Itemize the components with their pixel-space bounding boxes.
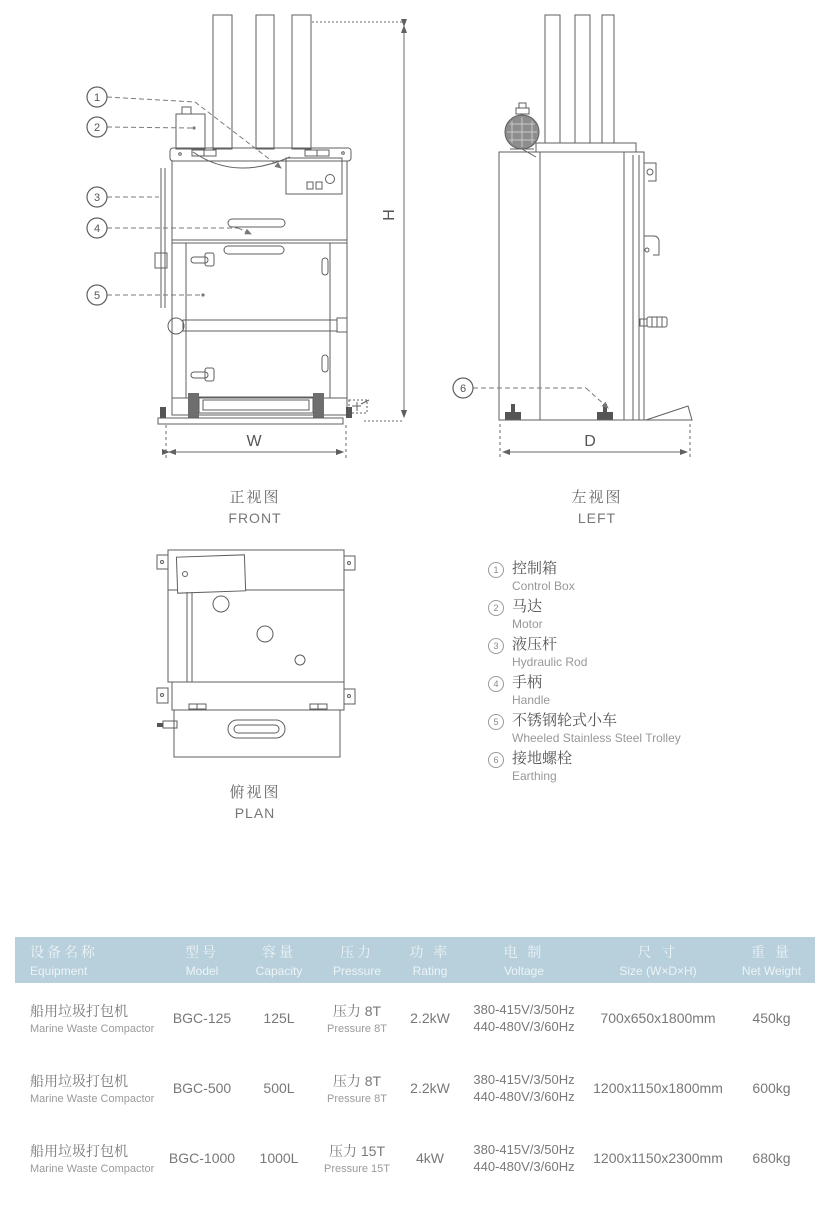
legend-zh: 液压杆 bbox=[512, 636, 558, 653]
weight-cell: 450kg bbox=[752, 1010, 791, 1026]
legend-item-control-box bbox=[488, 560, 681, 593]
hydraulic-rods-front bbox=[213, 15, 311, 149]
legend-zh: 控制箱 bbox=[512, 560, 558, 577]
legend-zh: 手柄 bbox=[512, 674, 543, 691]
col-pressure: 压力 Pressure bbox=[332, 944, 382, 978]
side-rail bbox=[633, 155, 667, 420]
size-cell: 1200x1150x2300mm bbox=[593, 1150, 723, 1166]
plan-view-label bbox=[170, 781, 340, 821]
callout-2: 2 bbox=[93, 122, 101, 134]
control-box-front bbox=[286, 158, 342, 194]
model-cell: BGC-125 bbox=[172, 1010, 232, 1026]
dimension-width bbox=[166, 425, 346, 458]
legend-en: Control Box bbox=[512, 579, 575, 593]
equipment-cell: 船用垃圾打包机 Marine Waste Compactor bbox=[30, 1073, 155, 1105]
pressure-cell: 压力 15T Pressure 15T bbox=[323, 1143, 391, 1175]
table-row-bgc-1000 bbox=[15, 1123, 815, 1193]
col-rating: 功 率 Rating bbox=[409, 944, 451, 978]
voltage-cell: 380-415V/3/50Hz 440-480V/3/60Hz bbox=[473, 1142, 575, 1174]
callout-5: 5 bbox=[93, 290, 101, 302]
front-view-label-en: FRONT bbox=[228, 510, 282, 526]
front-view bbox=[155, 15, 369, 424]
cable-curve bbox=[193, 152, 290, 168]
col-voltage: 电 制 Voltage bbox=[503, 944, 545, 978]
weight-cell: 680kg bbox=[752, 1150, 791, 1166]
left-view-label bbox=[512, 486, 682, 526]
equipment-cell: 船用垃圾打包机 Marine Waste Compactor bbox=[30, 1143, 155, 1175]
callout-4: 4 bbox=[93, 223, 101, 235]
callout-3: 3 bbox=[93, 192, 101, 204]
trolley-front bbox=[188, 393, 324, 418]
table-row-bgc-500 bbox=[15, 1053, 815, 1123]
rating-cell: 4kW bbox=[416, 1150, 444, 1166]
legend-number-6: 6 bbox=[488, 752, 504, 768]
control-box-plan bbox=[176, 555, 245, 593]
size-cell: 700x650x1800mm bbox=[600, 1010, 716, 1026]
dimension-depth bbox=[500, 424, 690, 458]
plan-view-label-en: PLAN bbox=[234, 805, 276, 821]
legend-item-trolley bbox=[488, 712, 681, 745]
rating-cell: 2.2kW bbox=[410, 1010, 450, 1026]
plan-view-label-zh: 俯视图 bbox=[229, 784, 281, 801]
model-cell: BGC-1000 bbox=[168, 1150, 236, 1166]
legend-en: Motor bbox=[512, 617, 543, 631]
capacity-cell: 1000L bbox=[259, 1150, 299, 1166]
legend-en: Hydraulic Rod bbox=[512, 655, 588, 669]
parts-legend bbox=[488, 560, 681, 783]
legend-zh: 不锈钢轮式小车 bbox=[512, 712, 618, 729]
handle-slots bbox=[224, 219, 285, 254]
pressure-cell: 压力 8T Pressure 8T bbox=[327, 1003, 387, 1035]
capacity-cell: 500L bbox=[263, 1080, 295, 1096]
dimension-d-label: D bbox=[584, 433, 596, 450]
feet-left bbox=[505, 404, 613, 420]
middle-bar bbox=[168, 318, 347, 334]
legend-number-3: 3 bbox=[488, 638, 504, 654]
plan-view bbox=[157, 550, 355, 757]
legend-item-handle bbox=[488, 674, 681, 707]
legend-en: Wheeled Stainless Steel Trolley bbox=[512, 731, 681, 745]
col-net-weight: 重 量 Net Weight bbox=[741, 944, 802, 978]
left-view bbox=[499, 15, 692, 420]
legend-item-motor bbox=[488, 598, 681, 631]
voltage-cell: 380-415V/3/50Hz 440-480V/3/60Hz bbox=[473, 1072, 575, 1104]
col-model: 型号 Model bbox=[185, 944, 219, 978]
equipment-cell: 船用垃圾打包机 Marine Waste Compactor bbox=[30, 1003, 155, 1035]
voltage-cell: 380-415V/3/50Hz 440-480V/3/60Hz bbox=[473, 1002, 575, 1034]
motor-left bbox=[505, 103, 539, 157]
col-size: 尺 寸 Size (W×D×H) bbox=[619, 944, 697, 978]
legend-number-5: 5 bbox=[488, 714, 504, 730]
front-view-label bbox=[170, 486, 340, 526]
left-view-label-en: LEFT bbox=[577, 510, 617, 526]
left-view-label-zh: 左视图 bbox=[571, 489, 623, 506]
legend-en: Earthing bbox=[512, 769, 557, 783]
spec-table bbox=[15, 937, 815, 1193]
legend-en: Handle bbox=[512, 693, 551, 707]
door-latches bbox=[191, 253, 214, 381]
callout-1: 1 bbox=[93, 92, 101, 104]
dimension-height bbox=[312, 22, 404, 421]
col-capacity: 容量 Capacity bbox=[255, 944, 303, 978]
weight-cell: 600kg bbox=[752, 1080, 791, 1096]
trolley-plan bbox=[157, 710, 340, 757]
spec-table-header bbox=[15, 937, 815, 983]
capacity-cell: 125L bbox=[263, 1010, 295, 1026]
dimension-w-label: W bbox=[246, 433, 262, 450]
col-equipment: 设备名称 Equipment bbox=[30, 944, 98, 978]
front-view-label-zh: 正视图 bbox=[229, 489, 281, 506]
dimension-h-label: H bbox=[381, 209, 398, 221]
legend-zh: 马达 bbox=[512, 598, 543, 615]
rating-cell: 2.2kW bbox=[410, 1080, 450, 1096]
model-cell: BGC-500 bbox=[172, 1080, 232, 1096]
chamber-holes bbox=[213, 596, 305, 665]
legend-item-earthing bbox=[488, 750, 681, 783]
legend-item-hydraulic-rod bbox=[488, 636, 681, 669]
table-row-bgc-125 bbox=[15, 983, 815, 1053]
legend-number-2: 2 bbox=[488, 600, 504, 616]
hydraulic-rod-rail bbox=[155, 168, 167, 308]
size-cell: 1200x1150x1800mm bbox=[593, 1080, 723, 1096]
legend-zh: 接地螺栓 bbox=[512, 750, 573, 767]
legend-number-4: 4 bbox=[488, 676, 504, 692]
ramp bbox=[646, 406, 692, 420]
callout-6: 6 bbox=[459, 383, 467, 395]
hydraulic-rods-left bbox=[545, 15, 614, 143]
legend-number-1: 1 bbox=[488, 562, 504, 578]
pressure-cell: 压力 8T Pressure 8T bbox=[327, 1073, 387, 1105]
